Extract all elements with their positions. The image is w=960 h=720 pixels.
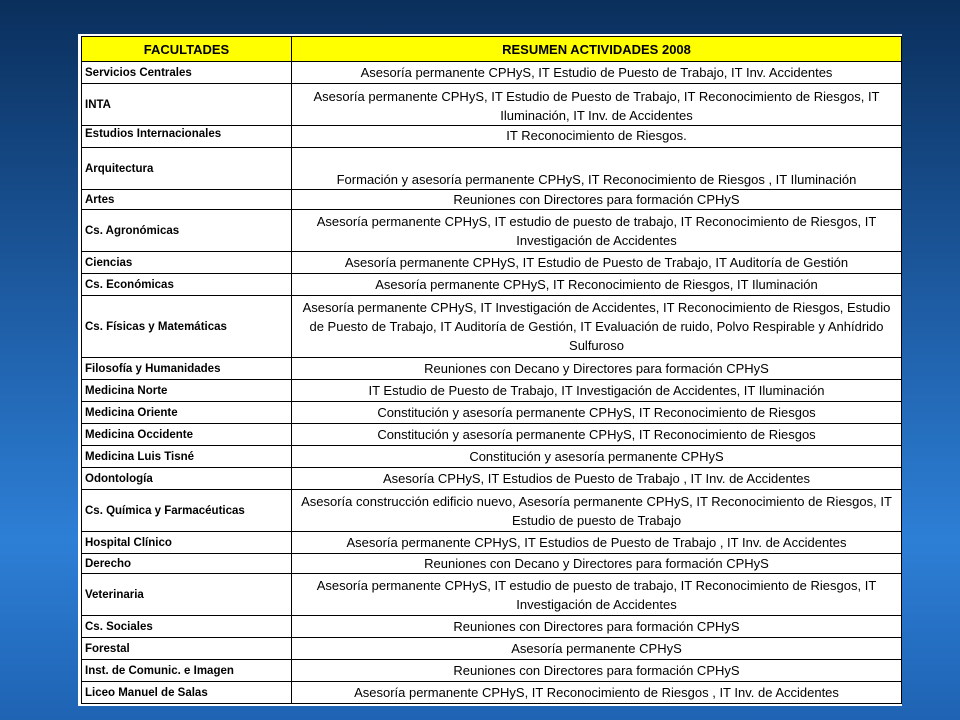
faculty-cell: Liceo Manuel de Salas bbox=[82, 682, 292, 704]
faculty-cell: Cs. Físicas y Matemáticas bbox=[82, 296, 292, 358]
activities-cell: Asesoría construcción edificio nuevo, Asesoría permanente CPHyS, IT Reconocimiento de Riesgos, IT Estudio de puesto de Trabajo bbox=[292, 490, 902, 532]
faculty-cell: Servicios Centrales bbox=[82, 62, 292, 84]
table-row bbox=[82, 252, 902, 274]
activities-cell: Asesoría permanente CPHyS, IT Estudio de Puesto de Trabajo, IT Reconocimiento de Riesgos, IT Iluminación, IT Inv. de Accidentes bbox=[292, 84, 902, 126]
activities-cell: Asesoría permanente CPHyS, IT Estudio de Puesto de Trabajo, IT Auditoría de Gestión bbox=[292, 252, 902, 274]
activities-cell: Asesoría permanente CPHyS, IT Reconocimiento de Riesgos, IT Iluminación bbox=[292, 274, 902, 296]
faculty-cell: Cs. Química y Farmacéuticas bbox=[82, 490, 292, 532]
activities-cell: Constitución y asesoría permanente CPHyS bbox=[292, 446, 902, 468]
activities-cell: Constitución y asesoría permanente CPHyS, IT Reconocimiento de Riesgos bbox=[292, 424, 902, 446]
activities-cell: Constitución y asesoría permanente CPHyS, IT Reconocimiento de Riesgos bbox=[292, 402, 902, 424]
table-row bbox=[82, 616, 902, 638]
activities-cell: IT Reconocimiento de Riesgos. bbox=[292, 126, 902, 148]
faculty-cell: Medicina Occidente bbox=[82, 424, 292, 446]
faculty-cell: INTA bbox=[82, 84, 292, 126]
activities-cell: Formación y asesoría permanente CPHyS, IT Reconocimiento de Riesgos , IT Iluminación bbox=[292, 148, 902, 190]
table-row bbox=[82, 380, 902, 402]
table-row bbox=[82, 638, 902, 660]
faculty-cell: Cs. Sociales bbox=[82, 616, 292, 638]
table-row bbox=[82, 660, 902, 682]
faculty-cell: Estudios Internacionales bbox=[82, 126, 292, 148]
faculty-cell: Arquitectura bbox=[82, 148, 292, 190]
table-row bbox=[82, 148, 902, 190]
activities-cell: Asesoría permanente CPHyS, IT Estudios de Puesto de Trabajo , IT Inv. de Accidentes bbox=[292, 532, 902, 554]
activities-cell: Reuniones con Directores para formación CPHyS bbox=[292, 616, 902, 638]
faculty-cell: Filosofía y Humanidades bbox=[82, 358, 292, 380]
table-row bbox=[82, 296, 902, 358]
table-row bbox=[82, 446, 902, 468]
table-row bbox=[82, 358, 902, 380]
table-row bbox=[82, 126, 902, 148]
faculty-cell: Veterinaria bbox=[82, 574, 292, 616]
table-row bbox=[82, 62, 902, 84]
table-row bbox=[82, 190, 902, 210]
table-row bbox=[82, 490, 902, 532]
faculty-cell: Cs. Agronómicas bbox=[82, 210, 292, 252]
faculty-cell: Ciencias bbox=[82, 252, 292, 274]
faculty-cell: Cs. Económicas bbox=[82, 274, 292, 296]
table-row bbox=[82, 210, 902, 252]
faculty-cell: Forestal bbox=[82, 638, 292, 660]
faculty-cell: Inst. de Comunic. e Imagen bbox=[82, 660, 292, 682]
faculty-cell: Medicina Luis Tisné bbox=[82, 446, 292, 468]
activities-cell: Asesoría permanente CPHyS, IT estudio de puesto de trabajo, IT Reconocimiento de Riesgos, IT Investigación de Accidentes bbox=[292, 574, 902, 616]
table-row bbox=[82, 84, 902, 126]
spreadsheet-sheet bbox=[78, 34, 902, 706]
activities-cell: IT Estudio de Puesto de Trabajo, IT Investigación de Accidentes, IT Iluminación bbox=[292, 380, 902, 402]
table-row bbox=[82, 574, 902, 616]
activities-cell: Reuniones con Directores para formación CPHyS bbox=[292, 190, 902, 210]
activities-column-header: RESUMEN ACTIVIDADES 2008 bbox=[292, 37, 902, 62]
activities-cell: Asesoría permanente CPHyS bbox=[292, 638, 902, 660]
faculty-cell: Derecho bbox=[82, 554, 292, 574]
table-row bbox=[82, 424, 902, 446]
activities-cell: Reuniones con Directores para formación CPHyS bbox=[292, 660, 902, 682]
faculty-cell: Artes bbox=[82, 190, 292, 210]
faculty-cell: Hospital Clínico bbox=[82, 532, 292, 554]
table-row bbox=[82, 554, 902, 574]
activities-cell: Asesoría CPHyS, IT Estudios de Puesto de Trabajo , IT Inv. de Accidentes bbox=[292, 468, 902, 490]
table-row bbox=[82, 468, 902, 490]
header-row bbox=[82, 37, 902, 62]
activities-table bbox=[81, 36, 902, 704]
table-row bbox=[82, 682, 902, 704]
faculty-cell: Medicina Norte bbox=[82, 380, 292, 402]
activities-cell: Asesoría permanente CPHyS, IT Investigación de Accidentes, IT Reconocimiento de Riesgos, Estudio de Puesto de Trabajo, IT Auditoría de Gestión, IT Evaluación de ruido, Polvo Respirable y Anhídrido Sulfuroso bbox=[292, 296, 902, 358]
table-row bbox=[82, 402, 902, 424]
faculty-column-header: FACULTADES bbox=[82, 37, 292, 62]
activities-cell: Asesoría permanente CPHyS, IT estudio de puesto de trabajo, IT Reconocimiento de Riesgos, IT Investigación de Accidentes bbox=[292, 210, 902, 252]
faculty-cell: Medicina Oriente bbox=[82, 402, 292, 424]
table-row bbox=[82, 274, 902, 296]
activities-cell: Reuniones con Decano y Directores para formación CPHyS bbox=[292, 554, 902, 574]
activities-cell: Reuniones con Decano y Directores para formación CPHyS bbox=[292, 358, 902, 380]
activities-cell: Asesoría permanente CPHyS, IT Reconocimiento de Riesgos , IT Inv. de Accidentes bbox=[292, 682, 902, 704]
faculty-cell: Odontología bbox=[82, 468, 292, 490]
table-row bbox=[82, 532, 902, 554]
activities-cell: Asesoría permanente CPHyS, IT Estudio de Puesto de Trabajo, IT Inv. Accidentes bbox=[292, 62, 902, 84]
